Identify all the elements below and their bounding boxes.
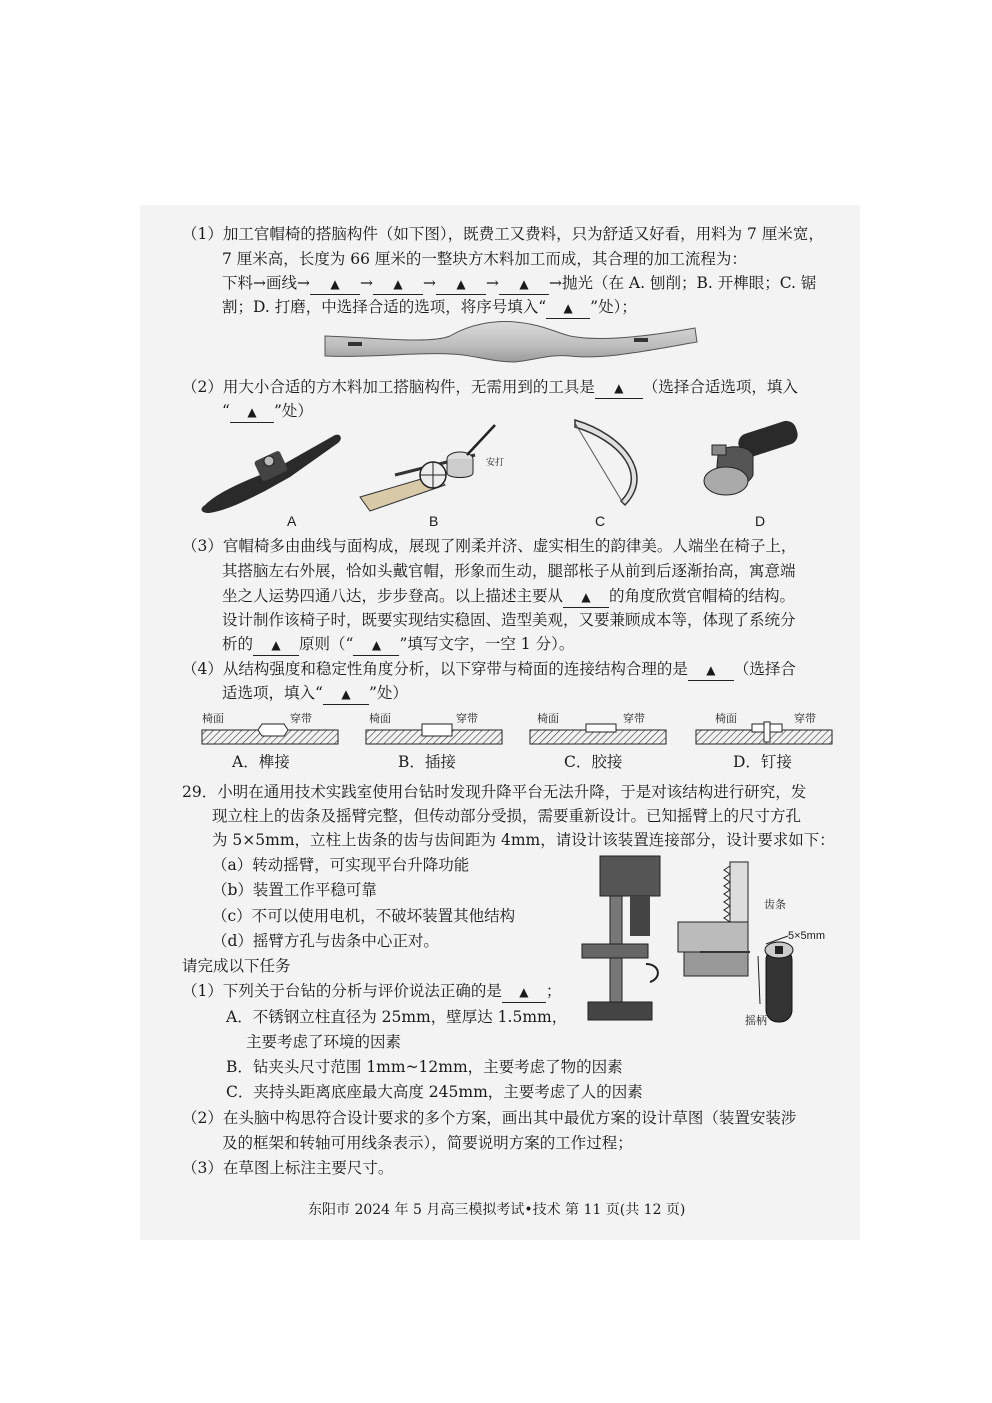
- q28-p2-line2: “ ▲ ”处）: [222, 401, 313, 423]
- blank-12: ▲: [323, 683, 369, 705]
- q28-p1-line1: （1）加工官帽椅的搭脑构件（如下图），既费工又费料，只为舒适又好看，用料为 7 厘米宽，: [182, 225, 824, 243]
- q28-p3-line2: 其搭脑左右外展，恰如头戴官帽，形象而生动，腿部枨子从前到后逐渐抬高，寓意端: [222, 562, 796, 580]
- joint-c-strap-label: 穿带: [623, 713, 645, 725]
- q28-p3-line5: 析的 ▲ 原则（“ ▲ ”填写文字，一空 1 分）。: [222, 634, 574, 656]
- q29-intro2: 现立柱上的齿条及摇臂完整，但传动部分受损，需要重新设计。已知摇臂上的尺寸方孔: [212, 807, 802, 825]
- blank-11: ▲: [688, 659, 734, 681]
- q29-req-c: （c）不可以使用电机，不破坏装置其他结构: [212, 907, 516, 925]
- bow-saw-icon: [555, 415, 655, 515]
- q29-task3: （3）在草图上标注主要尺寸。: [182, 1159, 394, 1177]
- joint-b-strap-label: 穿带: [456, 713, 478, 725]
- blank-7: ▲: [230, 401, 274, 423]
- q29-opt-b: B．钻夹头尺寸范围 1mm~12mm，主要考虑了物的因素: [226, 1058, 623, 1076]
- q28-p4-line2: 适选项，填入“ ▲ ”处）: [222, 683, 408, 705]
- crank-label: 摇柄: [745, 1015, 767, 1027]
- joint-option-d: D．钉接: [733, 753, 792, 771]
- q29-req-d: （d）摇臂方孔与齿条中心正对。: [212, 932, 439, 950]
- q29-opt-a1: A．不锈钢立柱直径为 25mm，壁厚达 1.5mm，: [226, 1008, 568, 1026]
- blank-2: ▲: [373, 273, 423, 295]
- blank-13: ▲: [502, 981, 546, 1003]
- tool-b-label: B: [429, 513, 439, 529]
- rack-label: 齿条: [764, 899, 786, 911]
- joint-option-c: C．胶接: [564, 753, 623, 771]
- hole-size-label: 5×5mm: [788, 930, 825, 942]
- q29-intro3: 为 5×5mm，立柱上齿条的齿与齿间距为 4mm，请设计该装置连接部分，设计要求如下：: [212, 831, 835, 849]
- q28-p3-line1: （3）官帽椅多由曲线与面构成，展现了刚柔并济、虚实相生的韵律美。人端坐在椅子上，: [182, 537, 797, 555]
- blank-3: ▲: [436, 273, 486, 295]
- q28-p3-line3: 坐之人运势四通八达，步步登高。以上描述主要从 ▲ 的角度欣赏官帽椅的结构。: [222, 586, 795, 608]
- joint-d-strap-label: 穿带: [794, 713, 816, 725]
- angle-grinder-icon: [698, 415, 808, 505]
- tool-c-label: C: [595, 513, 606, 529]
- tool-d-label: D: [755, 513, 766, 529]
- q29-task2-line1: （2）在头脑中构思符合设计要求的多个方案，画出其中最优方案的设计草图（装置安装涉: [182, 1109, 797, 1127]
- crest-rail-figure: [320, 318, 700, 370]
- q29-task2-line2: 及的框架和转轴可用线条表示），简要说明方案的工作过程；: [222, 1134, 633, 1152]
- blank-6: ▲: [595, 377, 643, 399]
- q29-opt-a2: 主要考虑了环境的因素: [246, 1033, 402, 1051]
- joint-a-seat-label: 椅面: [202, 713, 224, 725]
- q29-req-a: （a）转动摇臂，可实现平台升降功能: [212, 856, 470, 874]
- q28-p4-line1: （4）从结构强度和稳定性角度分析，以下穿带与椅面的连接结构合理的是 ▲ （选择合: [182, 659, 796, 681]
- joint-d-seat-label: 椅面: [715, 713, 737, 725]
- q29-opt-c: C．夹持头距离底座最大高度 245mm，主要考虑了人的因素: [226, 1083, 643, 1101]
- blank-4: ▲: [499, 273, 549, 295]
- blank-5: ▲: [546, 297, 590, 319]
- drill-press-figure: [580, 852, 830, 1032]
- spokeshave-icon: [195, 425, 345, 515]
- q28-p1-line4: 割；D. 打磨，中选择合适的选项，将序号填入“ ▲ ”处）；: [222, 297, 637, 319]
- q28-p1-line2: 7 厘米高，长度为 66 厘米的一整块方木料加工而成，其合理的加工流程为：: [222, 250, 747, 268]
- joint-a-strap-label: 穿带: [290, 713, 312, 725]
- q29-intro1: 29．小明在通用技术实践室使用台钻时发现升降平台无法升降，于是对该结构进行研究，发: [182, 783, 807, 801]
- joint-option-a: A．榫接: [232, 753, 290, 771]
- tool-a-label: A: [287, 513, 297, 529]
- tool-b-note: 安打: [486, 457, 505, 467]
- joint-b-seat-label: 椅面: [369, 713, 391, 725]
- blank-8: ▲: [563, 586, 609, 608]
- q29-task1: （1）下列关于台钻的分析与评价说法正确的是 ▲ ；: [182, 981, 561, 1003]
- blank-9: ▲: [253, 634, 299, 656]
- joint-option-b: B．插接: [398, 753, 456, 771]
- q28-p2-line1: （2）用大小合适的方木料加工搭脑构件，无需用到的工具是 ▲ （选择合适选项，填入: [182, 377, 798, 399]
- blank-10: ▲: [353, 634, 399, 656]
- q29-req-b: （b）装置工作平稳可靠: [212, 881, 377, 899]
- page-footer: 东阳市 2024 年 5 月高三模拟考试•技术 第 11 页(共 12 页): [308, 1202, 686, 1218]
- q29-task-title: 请完成以下任务: [182, 957, 291, 975]
- joint-c-seat-label: 椅面: [537, 713, 559, 725]
- q28-p1-line3: 下料→画线→ ▲ → ▲ → ▲ → ▲ →抛光（在 A. 刨削；B. 开榫眼；C. 锯: [222, 273, 816, 295]
- blank-1: ▲: [310, 273, 360, 295]
- q28-p3-line4: 设计制作该椅子时，既要实现结实稳固、造型美观，又要兼顾成本等，体现了系统分: [222, 611, 796, 629]
